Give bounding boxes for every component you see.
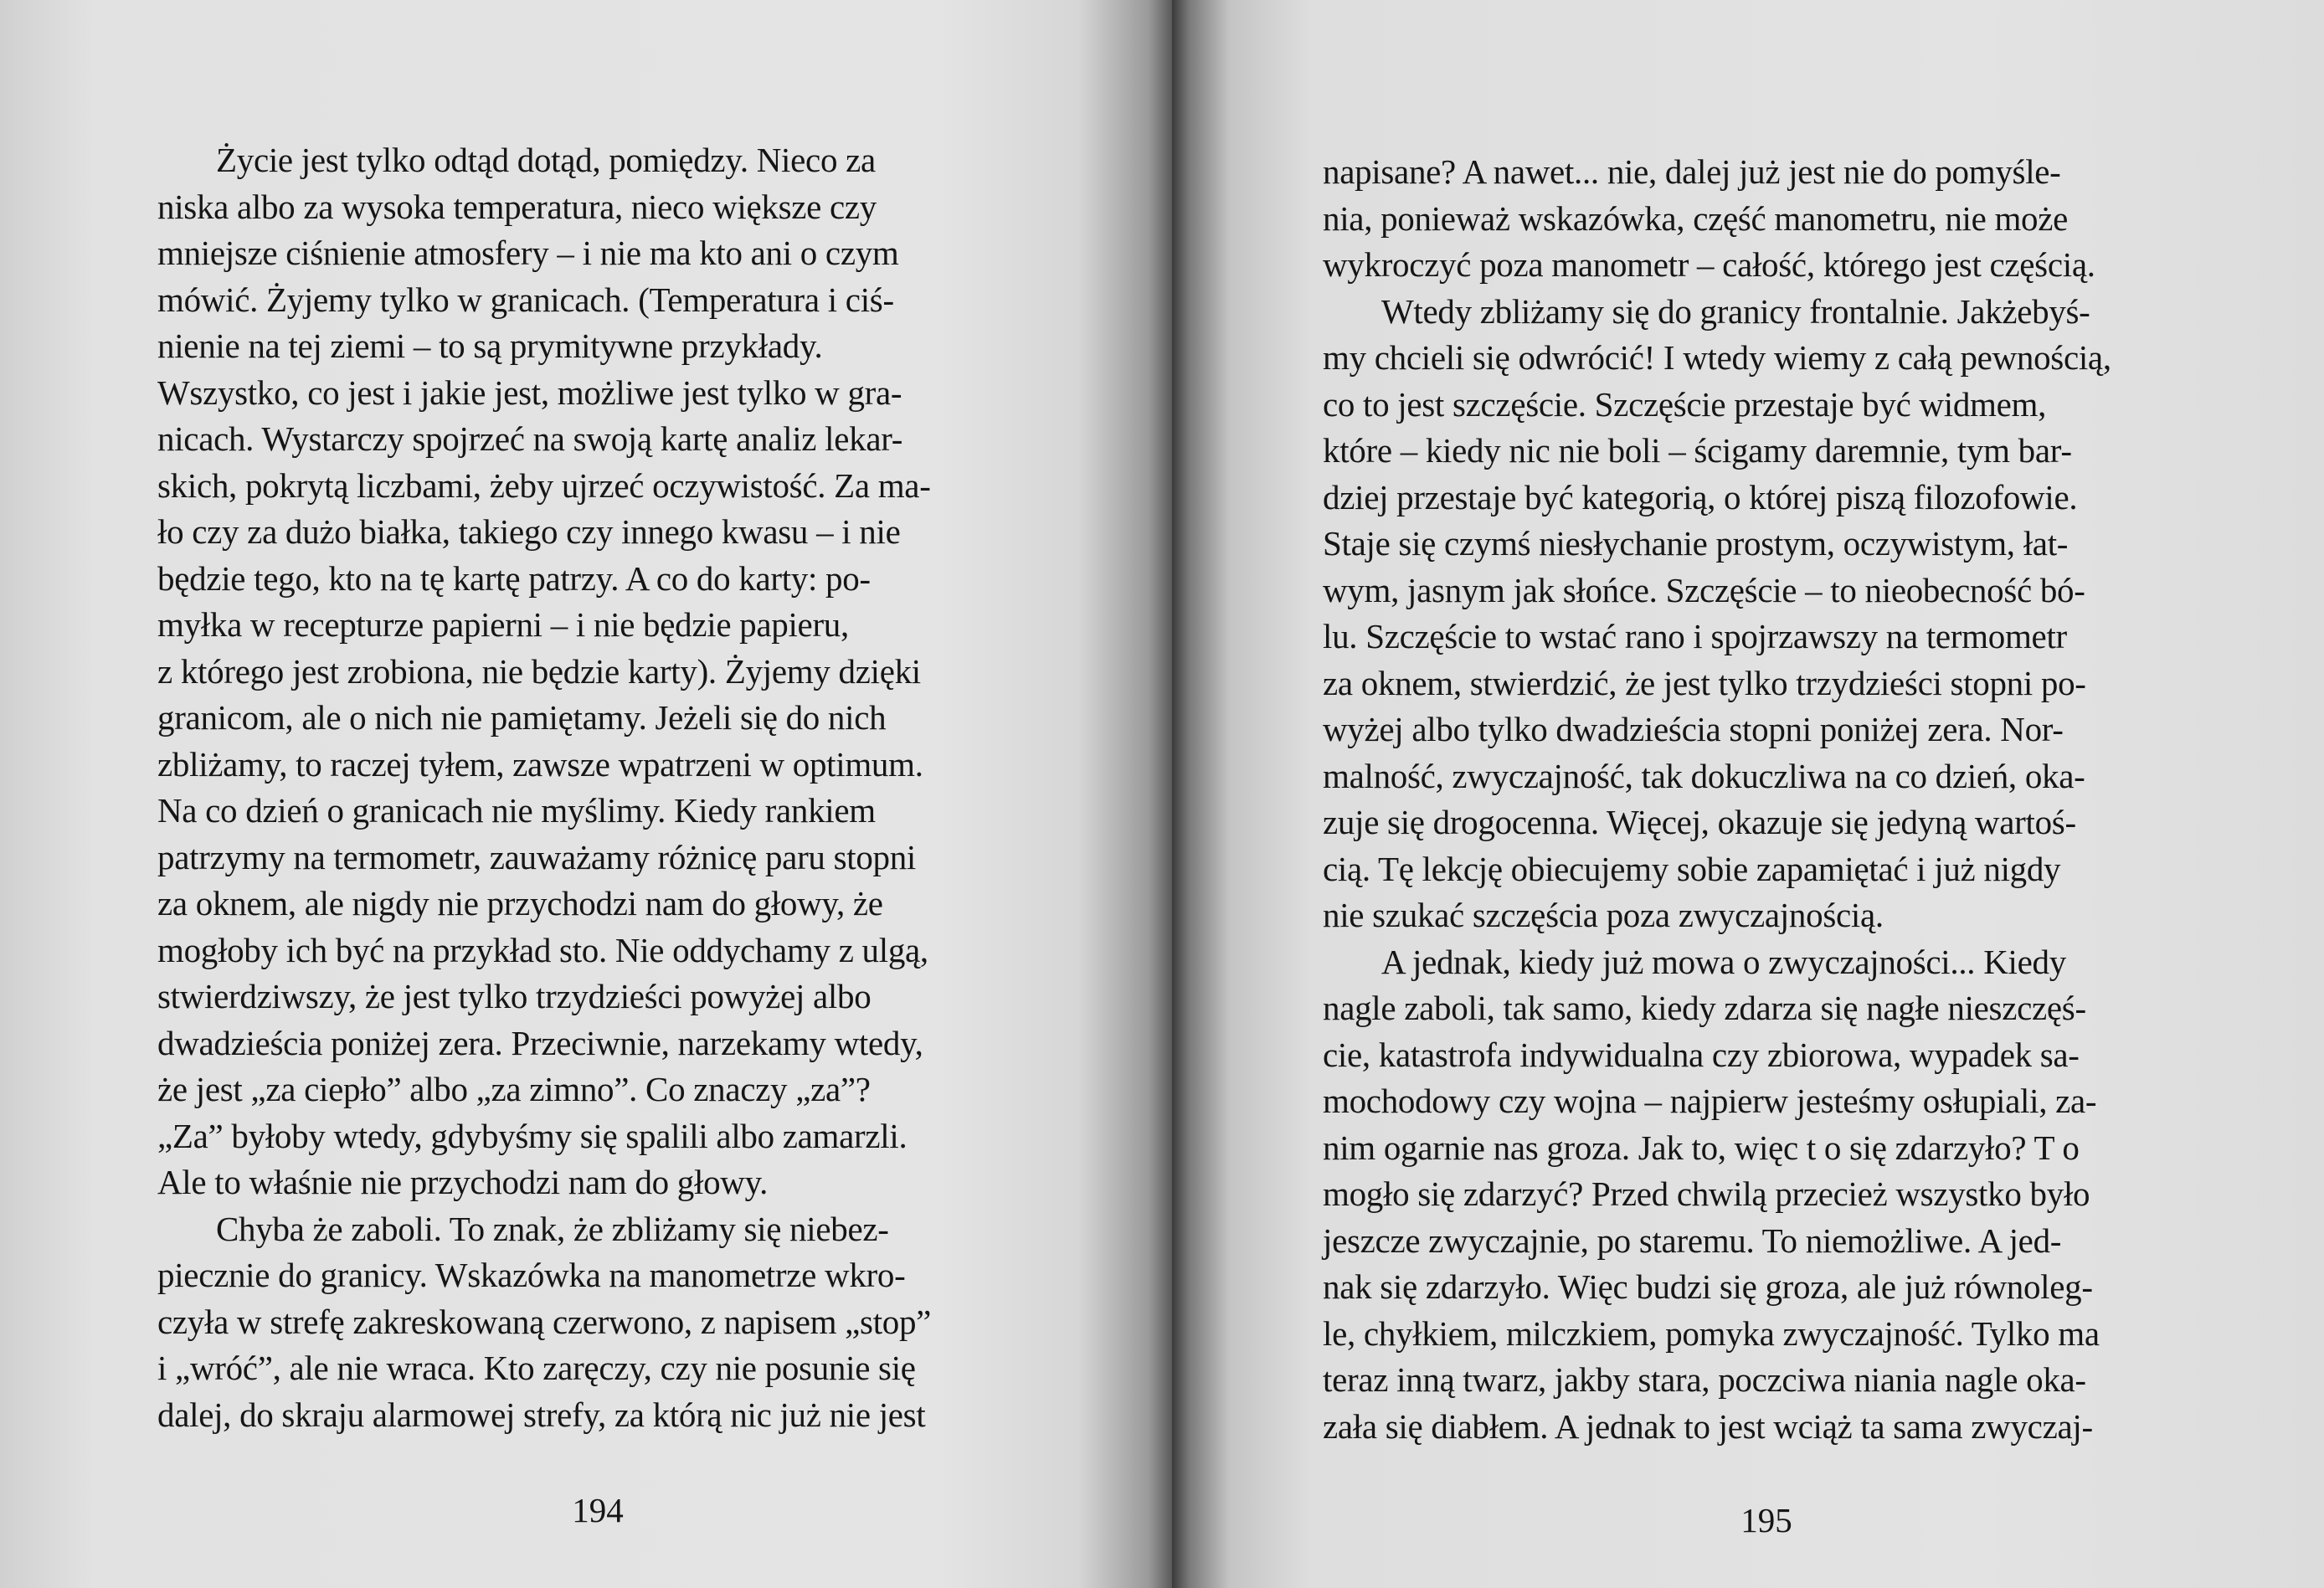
text-line: nim ogarnie nas groza. Jak to, więc t o się zdarzyło? T o xyxy=(1323,1128,2080,1167)
text-line: stwierdziwszy, że jest tylko trzydzieści powyżej albo xyxy=(157,977,872,1015)
text-line: za oknem, stwierdzić, że jest tylko trzydzieści stopni po- xyxy=(1323,663,2086,702)
text-line: Ale to właśnie nie przychodzi nam do głowy. xyxy=(157,1163,769,1201)
text-line: będzie tego, kto na tę kartę patrzy. A co do karty: po- xyxy=(157,558,871,598)
text-line: lu. Szczęście to wstać rano i spojrzawszy na termometr xyxy=(1323,617,2067,655)
text-line: niska albo za wysoka temperatura, nieco większe czy xyxy=(157,187,877,226)
text-line: co to jest szczęście. Szczęście przestaje być widmem, xyxy=(1323,384,2047,424)
text-line: napisane? A nawet... nie, dalej już jest nie do pomyśle- xyxy=(1323,152,2061,191)
left-page-text xyxy=(157,137,1045,1438)
text-line: A jednak, kiedy już mowa o zwyczajności... Kiedy xyxy=(1381,942,2066,981)
text-line: dalej, do skraju alarmowej strefy, za którą nic już nie jest xyxy=(157,1395,926,1434)
text-line: nia, ponieważ wskazówka, część manometru, nie może xyxy=(1323,198,2069,238)
text-line: wym, jasnym jak słońce. Szczęście – to nieobecność bó- xyxy=(1323,570,2085,609)
right-page-text xyxy=(1323,149,2210,1450)
text-line: mogło się zdarzyć? Przed chwilą przecież wszystko było xyxy=(1323,1174,2090,1213)
text-line: czyła w strefę zakreskowaną czerwono, z napisem „stop” xyxy=(157,1302,932,1341)
text-line: zuje się drogocenna. Więcej, okazuje się jedyną wartoś- xyxy=(1323,803,2076,841)
text-line: mogłoby ich być na przykład sto. Nie oddychamy z ulgą, xyxy=(157,930,928,969)
text-line: cie, katastrofa indywidualna czy zbiorowa, wypadek sa- xyxy=(1323,1035,2080,1074)
text-line: mochodowy czy wojna – najpierw jesteśmy osłupiali, za- xyxy=(1323,1082,2097,1120)
page-number: 194 xyxy=(572,1491,624,1529)
text-line: mniejsze ciśnienie atmosfery – i nie ma kto ani o czym xyxy=(157,234,899,272)
text-line: Wszystko, co jest i jakie jest, możliwe jest tylko w gra- xyxy=(157,373,902,412)
text-line: zała się diabłem. A jednak to jest wciąż ta sama zwyczaj- xyxy=(1323,1406,2093,1446)
text-line: zbliżamy, to raczej tyłem, zawsze wpatrzeni w optimum. xyxy=(157,744,923,784)
text-line: wykroczyć poza manometr – całość, którego jest częścią. xyxy=(1323,245,2095,284)
text-line: teraz inną twarz, jakby stara, poczciwa niania nagle oka- xyxy=(1323,1360,2086,1399)
text-line: jeszcze zwyczajnie, po staremu. To niemożliwe. A jed- xyxy=(1323,1221,2062,1260)
text-line: granicom, ale o nich nie pamiętamy. Jeżeli się do nich xyxy=(157,698,887,737)
text-line: „Za” byłoby wtedy, gdybyśmy się spalili albo zamarzli. xyxy=(157,1116,907,1155)
text-line: my chcieli się odwrócić! I wtedy wiemy z całą pewnością, xyxy=(1323,338,2111,377)
right-page xyxy=(1172,0,2324,1588)
text-line: Staje się czymś niesłychanie prostym, oczywistym, łat- xyxy=(1323,524,2069,563)
text-line: dwadzieścia poniżej zera. Przeciwnie, narzekamy wtedy, xyxy=(157,1023,923,1062)
text-line: piecznie do granicy. Wskazówka na manometrze wkro- xyxy=(157,1256,906,1294)
text-line: nagle zaboli, tak samo, kiedy zdarza się nagłe nieszczęś- xyxy=(1323,989,2086,1027)
text-line: le, chyłkiem, milczkiem, pomyka zwyczajność. Tylko ma xyxy=(1323,1313,2100,1353)
text-line: Chyba że zaboli. To znak, że zbliżamy się niebez- xyxy=(216,1209,889,1248)
text-line: z którego jest zrobiona, nie będzie karty). Żyjemy dzięki xyxy=(157,651,921,691)
text-line: nak się zdarzyło. Więc budzi się groza, ale już równoleg- xyxy=(1323,1267,2093,1306)
text-line: i „wróć”, ale nie wraca. Kto zaręczy, czy nie posunie się xyxy=(157,1349,916,1387)
text-line: nienie na tej ziemi – to są prymitywne przykłady. xyxy=(157,326,823,365)
text-line: które – kiedy nic nie boli – ścigamy daremnie, tym bar- xyxy=(1323,431,2072,470)
text-line: myłka w recepturze papierni – i nie będzie papieru, xyxy=(157,605,849,644)
text-line: Życie jest tylko odtąd dotąd, pomiędzy. Nieco za xyxy=(216,141,876,179)
text-line: mówić. Żyjemy tylko w granicach. (Temperatura i ciś- xyxy=(157,280,894,319)
text-line: ło czy za dużo białka, takiego czy innego kwasu – i nie xyxy=(157,512,901,551)
text-line: malność, zwyczajność, tak dokuczliwa na co dzień, oka- xyxy=(1323,756,2085,795)
text-line: że jest „za ciepło” albo „za zimno”. Co znaczy „za”? xyxy=(157,1070,871,1108)
text-line: Na co dzień o granicach nie myślimy. Kiedy rankiem xyxy=(157,791,876,830)
text-line: cią. Tę lekcję obiecujemy sobie zapamiętać i już nigdy xyxy=(1323,849,2061,888)
text-line: wyżej albo tylko dwadzieścia stopni poniżej zera. Nor- xyxy=(1323,710,2064,748)
text-line: nie szukać szczęścia poza zwyczajnością. xyxy=(1323,896,1884,934)
text-line: patrzymy na termometr, zauważamy różnicę paru stopni xyxy=(157,837,917,876)
text-line: nicach. Wystarczy spojrzeć na swoją kartę analiz lekar- xyxy=(157,419,903,458)
text-line: dziej przestaje być kategorią, o której piszą filozofowie. xyxy=(1323,477,2078,516)
text-line: za oknem, ale nigdy nie przychodzi nam do głowy, że xyxy=(157,884,883,922)
text-line: skich, pokrytą liczbami, żeby ujrzeć oczywistość. Za ma- xyxy=(157,465,931,505)
page-number: 195 xyxy=(1740,1501,1792,1539)
text-line: Wtedy zbliżamy się do granicy frontalnie. Jakżebyś- xyxy=(1381,291,2090,331)
